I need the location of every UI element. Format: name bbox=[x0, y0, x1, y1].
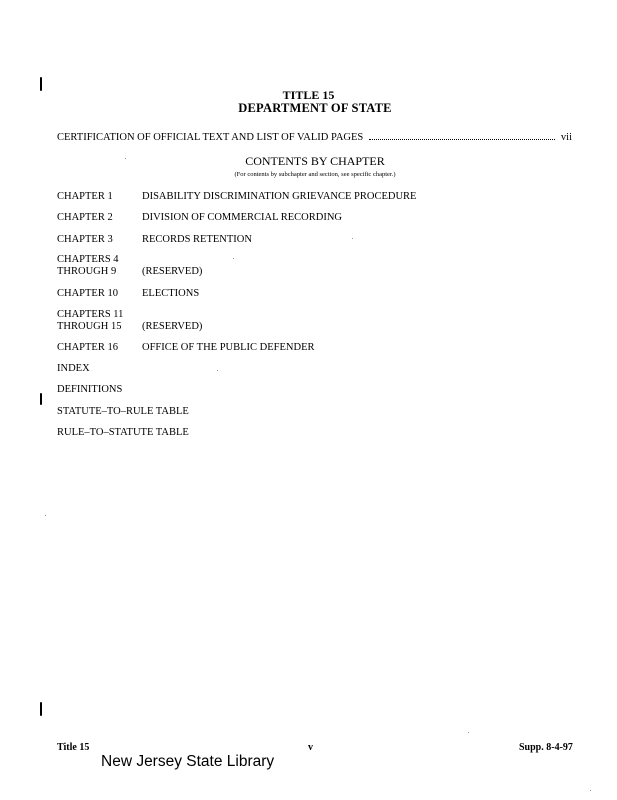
chapter-label-line2: THROUGH 15 bbox=[57, 321, 122, 332]
chapter-row bbox=[57, 254, 202, 278]
chapter-label: CHAPTER 16 bbox=[57, 342, 118, 353]
chapter-label: CHAPTER 3 bbox=[57, 234, 113, 245]
contents-heading: CONTENTS BY CHAPTER bbox=[245, 154, 385, 168]
chapter-row bbox=[57, 191, 416, 203]
scan-speck bbox=[352, 238, 353, 239]
footer-page-number: v bbox=[308, 742, 313, 753]
certification-label: CERTIFICATION OF OFFICIAL TEXT AND LIST OF VALID PAGES bbox=[57, 132, 364, 143]
chapter-title: OFFICE OF THE PUBLIC DEFENDER bbox=[142, 342, 315, 353]
title-number: TITLE 15 bbox=[282, 88, 335, 102]
scan-speck bbox=[590, 790, 591, 791]
title-name: DEPARTMENT OF STATE bbox=[238, 101, 392, 115]
chapter-title: (RESERVED) bbox=[142, 266, 203, 277]
footer-title: Title 15 bbox=[57, 742, 90, 753]
chapter-label: CHAPTER 1 bbox=[57, 191, 113, 202]
scan-speck bbox=[125, 158, 126, 159]
statute-to-rule-entry: STATUTE–TO–RULE TABLE bbox=[57, 406, 189, 417]
chapter-title: RECORDS RETENTION bbox=[142, 234, 252, 245]
scan-speck bbox=[233, 258, 234, 259]
chapter-title: DIVISION OF COMMERCIAL RECORDING bbox=[142, 212, 342, 223]
chapter-label-line1: CHAPTERS 11 bbox=[57, 309, 124, 320]
chapter-row bbox=[57, 212, 342, 224]
chapter-label: CHAPTER 2 bbox=[57, 212, 113, 223]
chapter-label-line1: CHAPTERS 4 bbox=[57, 254, 119, 265]
scan-speck bbox=[217, 370, 218, 371]
index-entry: INDEX bbox=[57, 363, 90, 374]
chapter-title: (RESERVED) bbox=[142, 321, 203, 332]
binding-mark-middle bbox=[40, 393, 42, 405]
scan-speck bbox=[468, 732, 469, 733]
chapter-title: DISABILITY DISCRIMINATION GRIEVANCE PROCEDURE bbox=[142, 191, 417, 202]
chapter-label bbox=[57, 309, 142, 333]
footer-supplement-date: Supp. 8-4-97 bbox=[519, 742, 573, 753]
chapter-row bbox=[57, 309, 202, 333]
chapter-row bbox=[57, 234, 252, 246]
definitions-entry: DEFINITIONS bbox=[57, 384, 123, 395]
chapter-row bbox=[57, 342, 315, 354]
certification-page: vii bbox=[560, 132, 572, 143]
chapter-title: ELECTIONS bbox=[142, 288, 200, 299]
library-stamp: New Jersey State Library bbox=[101, 753, 275, 770]
binding-mark-bottom bbox=[40, 702, 42, 716]
chapter-label-line2: THROUGH 9 bbox=[57, 266, 117, 277]
rule-to-statute-entry: RULE–TO–STATUTE TABLE bbox=[57, 427, 189, 438]
scan-speck bbox=[45, 515, 46, 516]
certification-line bbox=[57, 131, 572, 143]
dot-leader bbox=[369, 131, 555, 140]
contents-note: (For contents by subchapter and section, see specific chapter.) bbox=[234, 171, 396, 178]
chapter-row bbox=[57, 288, 199, 300]
chapter-label bbox=[57, 254, 142, 278]
chapter-label: CHAPTER 10 bbox=[57, 288, 118, 299]
